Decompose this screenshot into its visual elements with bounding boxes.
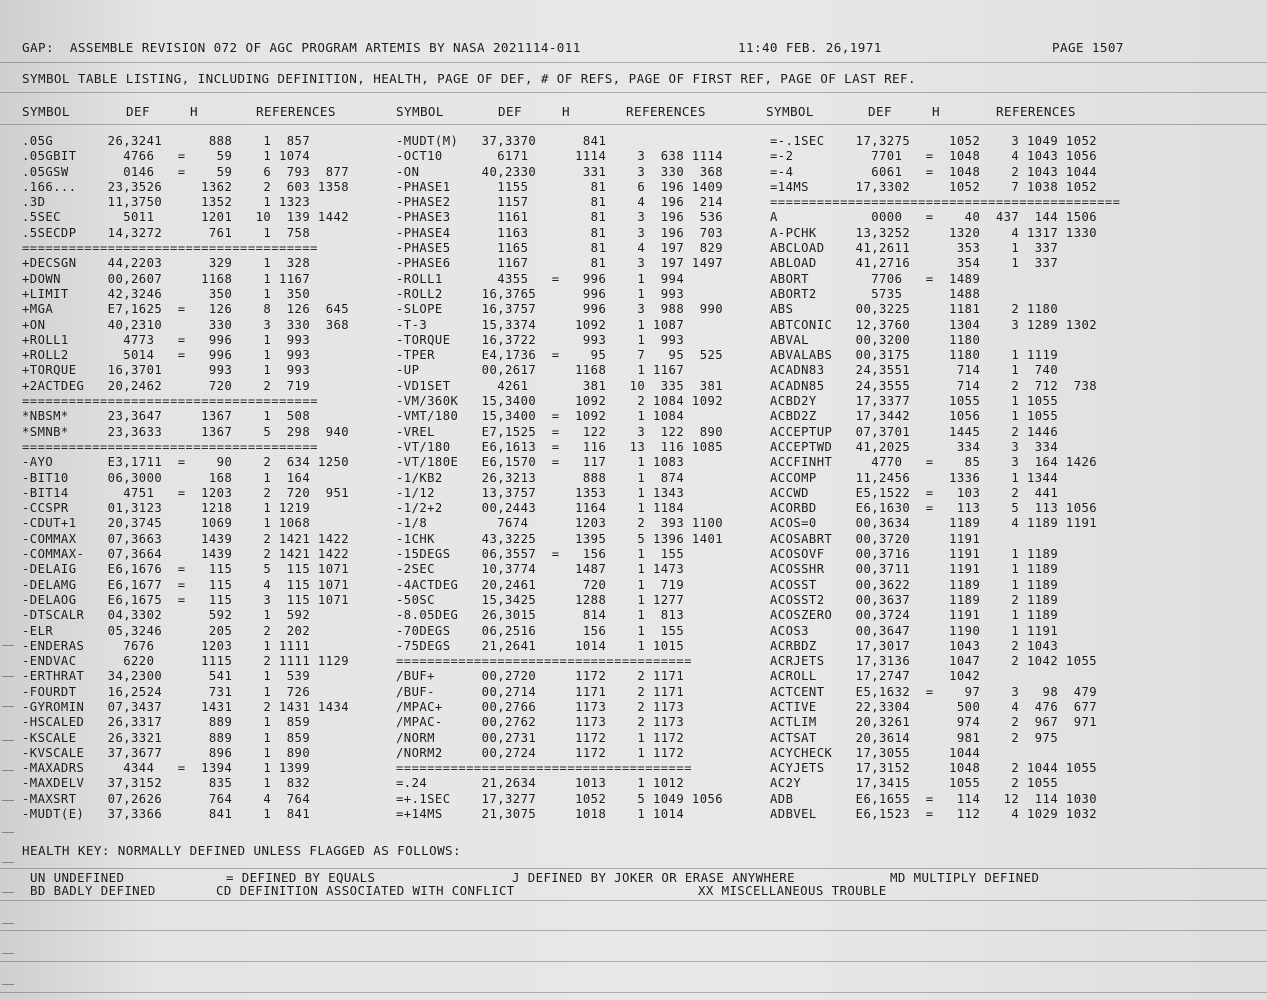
timestamp: 11:40 FEB. 26,1971 [738,40,882,55]
symbol-row: -1/2+2 00,2443 1164 1 1184 [396,501,685,516]
margin-tick [2,984,14,985]
margin-tick [2,800,14,801]
symbol-row: .05G 26,3241 888 1 857 [22,134,311,148]
separator-row: ============================================= [770,195,1121,210]
symbol-row: -1CHK 43,3225 1395 5 1396 1401 [396,531,724,546]
symbol-row: ACRBDZ 17,3017 1043 2 1043 [770,638,1059,653]
symbol-row: -VT/180E E6,1570 = 117 1 1083 [396,455,685,470]
health-j: J DEFINED BY JOKER OR ERASE ANYWHERE [512,870,795,885]
symbol-column-2 [396,134,770,834]
symbol-row: -MUDT(M) 37,3370 841 [396,134,607,148]
symbol-row: -DELAIG E6,1676 = 115 5 115 1071 [22,562,350,577]
symbol-row: ABORT2 5735 1488 [770,286,981,301]
col-h-header: H [562,104,570,119]
symbol-column-3 [770,134,1242,834]
col-references-header: REFERENCES [256,104,336,119]
symbol-row: -DELAMG E6,1677 = 115 4 115 1071 [22,577,350,592]
page-number: PAGE 1507 [1052,40,1124,55]
symbol-row: -PHASE1 1155 81 6 196 1409 [396,179,724,194]
symbol-row: -BIT14 4751 = 1203 2 720 951 [22,485,350,500]
symbol-row: -VD1SET 4261 381 10 335 381 [396,378,724,393]
symbol-row: -15DEGS 06,3557 = 156 1 155 [396,547,685,562]
symbol-row: =-.1SEC 17,3275 1052 3 1049 1052 [770,134,1098,148]
col-symbol-header: SYMBOL [396,104,444,119]
symbol-row: =-4 6061 = 1048 2 1043 1044 [770,164,1098,179]
paper-ruling [0,900,1267,901]
symbol-row: -GYROMIN 07,3437 1431 2 1431 1434 [22,699,350,714]
symbol-row: ABTCONIC 12,3760 1304 3 1289 1302 [770,317,1098,332]
symbol-row: -BIT10 06,3000 168 1 164 [22,470,311,485]
symbol-row: +DECSGN 44,2203 329 1 328 [22,256,311,271]
col-def-header: DEF [868,104,892,119]
symbol-row: /BUF- 00,2714 1171 2 1171 [396,684,685,699]
separator-row: ====================================== [396,654,692,669]
symbol-row: ACOSSHR 00,3711 1191 1 1189 [770,562,1059,577]
symbol-row: ACOSOVF 00,3716 1191 1 1189 [770,547,1059,562]
symbol-row: -PHASE3 1161 81 3 196 536 [396,210,724,225]
symbol-row: /NORM 00,2731 1172 1 1172 [396,730,685,745]
symbol-row: ACCWD E5,1522 = 103 2 441 [770,485,1059,500]
column-headers [22,104,1242,119]
symbol-row: -OCT10 6171 1114 3 638 1114 [396,149,724,164]
symbol-column-1 [22,134,396,834]
symbol-row: -PHASE2 1157 81 4 196 214 [396,195,724,210]
symbol-row: =-2 7701 = 1048 4 1043 1056 [770,149,1098,164]
symbol-row: ACCEPTUP 07,3701 1445 2 1446 [770,424,1059,439]
col-references-header: REFERENCES [996,104,1076,119]
symbol-row: -COMMAX 07,3663 1439 2 1421 1422 [22,531,350,546]
symbol-row: -50SC 15,3425 1288 1 1277 [396,592,685,607]
symbol-row: ACOS3 00,3647 1190 1 1191 [770,623,1059,638]
symbol-row: *SMNB* 23,3633 1367 5 298 940 [22,424,350,439]
symbol-row: .5SEC 5011 1201 10 139 1442 [22,210,350,225]
symbol-row: -VT/180 E6,1613 = 116 13 116 1085 [396,439,724,454]
health-xx: XX MISCELLANEOUS TROUBLE [698,883,887,898]
symbol-row: =+.1SEC 17,3277 1052 5 1049 1056 [396,791,724,806]
symbol-row: +ROLL1 4773 = 996 1 993 [22,332,311,347]
symbol-row: +TORQUE 16,3701 993 1 993 [22,363,311,378]
symbol-row: -CDUT+1 20,3745 1069 1 1068 [22,516,311,531]
symbol-row: ACYCHECK 17,3055 1044 [770,745,981,760]
symbol-row: +ON 40,2310 330 3 330 368 [22,317,350,332]
symbol-row: -MAXDELV 37,3152 835 1 832 [22,776,311,791]
health-un: UN UNDEFINED [30,870,125,885]
symbol-row: .05GBIT 4766 = 59 1 1074 [22,149,311,164]
symbol-row: ACTLIM 20,3261 974 2 967 971 [770,715,1098,730]
health-key-title: HEALTH KEY: NORMALLY DEFINED UNLESS FLAGGED AS FOLLOWS: [22,843,462,858]
symbol-row: -UP 00,2617 1168 1 1167 [396,363,685,378]
symbol-row: ACORBD E6,1630 = 113 5 113 1056 [770,501,1098,516]
listing-description: SYMBOL TABLE LISTING, INCLUDING DEFINITION, HEALTH, PAGE OF DEF, # OF REFS, PAGE OF FIRST REF, PAGE OF LAST REF. [22,71,916,86]
symbol-row: -1/KB2 26,3213 888 1 874 [396,470,685,485]
symbol-row: -4ACTDEG 20,2461 720 1 719 [396,577,685,592]
col-h-header: H [190,104,198,119]
symbol-row: ABVAL 00,3200 1180 [770,332,981,347]
symbol-row: -T-3 15,3374 1092 1 1087 [396,317,685,332]
symbol-row: -AYO E3,1711 = 90 2 634 1250 [22,455,350,470]
symbol-row: ACOSZERO 00,3724 1191 1 1189 [770,608,1059,623]
symbol-row: -75DEGS 21,2641 1014 1 1015 [396,638,685,653]
separator-row: ====================================== [396,761,692,776]
symbol-row: -KSCALE 26,3321 889 1 859 [22,730,311,745]
symbol-row: -8.05DEG 26,3015 814 1 813 [396,608,685,623]
paper-ruling [0,868,1267,869]
symbol-row: ACCFINHT 4770 = 85 3 164 1426 [770,455,1098,470]
separator-row: ====================================== [22,439,318,454]
symbol-row: -FOURDT 16,2524 731 1 726 [22,684,311,699]
margin-tick [2,676,14,677]
symbol-row: -ENDERAS 7676 1203 1 1111 [22,638,311,653]
symbol-row: ACOS=0 00,3634 1189 4 1189 1191 [770,516,1098,531]
symbol-row: ACYJETS 17,3152 1048 2 1044 1055 [770,761,1098,776]
margin-tick [2,770,14,771]
symbol-row: A-PCHK 13,3252 1320 4 1317 1330 [770,225,1098,240]
symbol-row: -ON 40,2330 331 3 330 368 [396,164,724,179]
symbol-row: -KVSCALE 37,3677 896 1 890 [22,745,311,760]
health-eq: = DEFINED BY EQUALS [226,870,376,885]
symbol-row: ACROLL 17,2747 1042 [770,669,981,684]
symbol-row: ACADN85 24,3555 714 2 712 738 [770,378,1098,393]
symbol-row: ACRJETS 17,3136 1047 2 1042 1055 [770,654,1098,669]
symbol-row: -PHASE4 1163 81 3 196 703 [396,225,724,240]
symbol-row: A 0000 = 40 437 144 1506 [770,210,1098,225]
symbol-row: -SLOPE 16,3757 996 3 988 990 [396,302,724,317]
symbol-row: -DTSCALR 04,3302 592 1 592 [22,608,311,623]
symbol-row: /MPAC+ 00,2766 1173 2 1173 [396,699,685,714]
col-h-header: H [932,104,940,119]
margin-tick [2,892,14,893]
symbol-row: -1/12 13,3757 1353 1 1343 [396,485,685,500]
margin-tick [2,832,14,833]
symbol-row: -TPER E4,1736 = 95 7 95 525 [396,348,724,363]
paper-ruling [0,62,1267,63]
symbol-row: -2SEC 10,3774 1487 1 1473 [396,562,685,577]
symbol-row: ADB E6,1655 = 114 12 114 1030 [770,791,1098,806]
symbol-row: -PHASE5 1165 81 4 197 829 [396,241,724,256]
symbol-row: +MGA E7,1625 = 126 8 126 645 [22,302,350,317]
symbol-row: -ELR 05,3246 205 2 202 [22,623,311,638]
symbol-row: =.24 21,2634 1013 1 1012 [396,776,685,791]
symbol-row: -ENDVAC 6220 1115 2 1111 1129 [22,654,350,669]
symbol-row: ABORT 7706 = 1489 [770,271,981,286]
symbol-row: ACBD2Y 17,3377 1055 1 1055 [770,394,1059,409]
symbol-table [22,134,1242,834]
paper-ruling [0,124,1267,125]
symbol-row: ACTSAT 20,3614 981 2 975 [770,730,1059,745]
symbol-row: -VMT/180 15,3400 = 1092 1 1084 [396,409,685,424]
symbol-row: *NBSM* 23,3647 1367 1 508 [22,409,311,424]
symbol-row: -MAXSRT 07,2626 764 4 764 [22,791,311,806]
col-symbol-header: SYMBOL [766,104,814,119]
symbol-row: ACADN83 24,3551 714 1 740 [770,363,1059,378]
symbol-row: ABS 00,3225 1181 2 1180 [770,302,1059,317]
margin-tick [2,953,14,954]
symbol-row: /MPAC- 00,2762 1173 2 1173 [396,715,685,730]
symbol-row: -VREL E7,1525 = 122 3 122 890 [396,424,724,439]
symbol-row: .5SECDP 14,3272 761 1 758 [22,225,311,240]
health-md: MD MULTIPLY DEFINED [890,870,1040,885]
symbol-row: -1/8 7674 1203 2 393 1100 [396,516,724,531]
symbol-row: ACCOMP 11,2456 1336 1 1344 [770,470,1059,485]
symbol-row: ADBVEL E6,1523 = 112 4 1029 1032 [770,807,1098,822]
col-def-header: DEF [126,104,150,119]
symbol-row: -ROLL2 16,3765 996 1 993 [396,286,685,301]
margin-tick [2,923,14,924]
symbol-row: ACTIVE 22,3304 500 4 476 677 [770,699,1098,714]
symbol-row: -MUDT(E) 37,3366 841 1 841 [22,807,311,822]
symbol-row: /BUF+ 00,2720 1172 2 1171 [396,669,685,684]
symbol-row: ACOSST 00,3622 1189 1 1189 [770,577,1059,592]
symbol-row: .05GSW 0146 = 59 6 793 877 [22,164,350,179]
separator-row: ====================================== [22,241,318,256]
symbol-row: ABCLOAD 41,2611 353 1 337 [770,241,1059,256]
symbol-row: -VM/360K 15,3400 1092 2 1084 1092 [396,394,724,409]
symbol-row: -MAXADRS 4344 = 1394 1 1399 [22,761,311,776]
symbol-row: -70DEGS 06,2516 156 1 155 [396,623,685,638]
margin-tick [2,645,14,646]
symbol-row: +ROLL2 5014 = 996 1 993 [22,348,311,363]
paper-ruling [0,930,1267,931]
health-key-row-2 [22,883,1242,898]
program-title: GAP: ASSEMBLE REVISION 072 OF AGC PROGRAM ARTEMIS BY NASA 2021114-011 [22,40,581,55]
margin-tick [2,740,14,741]
symbol-row: =14MS 17,3302 1052 7 1038 1052 [770,179,1098,194]
margin-ticks [0,0,20,1000]
col-references-header: REFERENCES [626,104,706,119]
symbol-row: .3D 11,3750 1352 1 1323 [22,195,311,210]
health-cd: CD DEFINITION ASSOCIATED WITH CONFLICT [216,883,515,898]
margin-tick [2,706,14,707]
symbol-row: -COMMAX- 07,3664 1439 2 1421 1422 [22,547,350,562]
symbol-row: /NORM2 00,2724 1172 1 1172 [396,745,685,760]
health-bd: BD BADLY DEFINED [30,883,156,898]
paper-ruling [0,961,1267,962]
symbol-row: .166... 23,3526 1362 2 603 1358 [22,179,350,194]
symbol-row: +LIMIT 42,3246 350 1 350 [22,286,311,301]
symbol-row: -TORQUE 16,3722 993 1 993 [396,332,685,347]
paper-ruling [0,992,1267,993]
col-def-header: DEF [498,104,522,119]
col-symbol-header: SYMBOL [22,104,70,119]
paper-ruling [0,92,1267,93]
symbol-row: ABLOAD 41,2716 354 1 337 [770,256,1059,271]
symbol-row: -HSCALED 26,3317 889 1 859 [22,715,311,730]
symbol-row: -CCSPR 01,3123 1218 1 1219 [22,501,311,516]
symbol-row: ABVALABS 00,3175 1180 1 1119 [770,348,1059,363]
symbol-row: -DELAOG E6,1675 = 115 3 115 1071 [22,592,350,607]
symbol-row: ACOSABRT 00,3720 1191 [770,531,981,546]
symbol-row: -ROLL1 4355 = 996 1 994 [396,271,685,286]
symbol-row: -ERTHRAT 34,2300 541 1 539 [22,669,311,684]
symbol-row: ACBD2Z 17,3442 1056 1 1055 [770,409,1059,424]
symbol-row: +DOWN 00,2607 1168 1 1167 [22,271,311,286]
symbol-row: +2ACTDEG 20,2462 720 2 719 [22,378,311,393]
page-header [22,40,1242,55]
symbol-row: =+14MS 21,3075 1018 1 1014 [396,807,685,822]
symbol-row: ACTCENT E5,1632 = 97 3 98 479 [770,684,1098,699]
symbol-row: ACCEPTWD 41,2025 334 3 334 [770,439,1059,454]
symbol-row: -PHASE6 1167 81 3 197 1497 [396,256,724,271]
separator-row: ====================================== [22,394,318,409]
symbol-row: AC2Y 17,3415 1055 2 1055 [770,776,1059,791]
margin-tick [2,862,14,863]
symbol-row: ACOSST2 00,3637 1189 2 1189 [770,592,1059,607]
